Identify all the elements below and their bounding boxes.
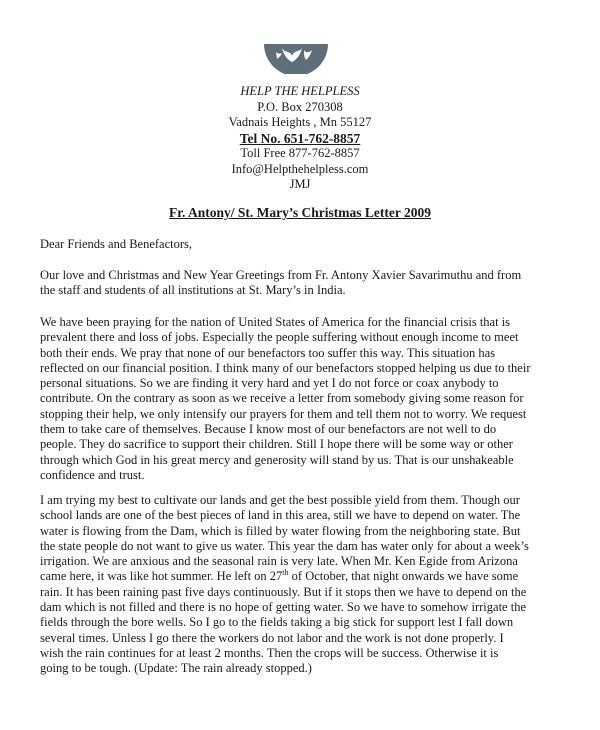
paragraph-line: going to be tough. (Update: The rain already stopped.) — [40, 661, 312, 676]
paragraph-line: Our love and Christmas and New Year Greetings from Fr. Antony Xavier Savarimuthu and from — [40, 268, 522, 282]
paragraph-line: wish the rain continues for at least 2 months. Then the crops will be success. Otherwise it is — [40, 645, 499, 660]
paragraph-prayers — [40, 315, 575, 483]
initials: JMJ — [289, 177, 311, 191]
paragraph-line: fields through the bore wells. So I go to the fields taking a big stick for support lest I fall down — [40, 615, 514, 630]
line-text: of October, that night onwards we have some — [288, 569, 519, 584]
paragraph-line: the state people do not want to give us water. This year the dam has water only for about a week’s — [40, 538, 529, 553]
paragraph-line: confidence and trust. — [40, 467, 145, 482]
paragraph-line: I am trying my best to cultivate our lands and get the best possible yield from them. Though our — [40, 493, 520, 507]
salutation: Dear Friends and Benefactors, — [40, 237, 193, 251]
city-state-zip: Vadnais Heights , Mn 55127 — [228, 115, 372, 129]
paragraph-lands — [40, 493, 575, 677]
paragraph-line: stopping their help, we only intensify our prayers for them and tell them not to worry. We request — [40, 406, 527, 421]
paragraph-line: water is flowing from the Dam, which is filled by water flowing from the neighboring state. But — [40, 523, 521, 538]
letterhead — [0, 84, 600, 193]
po-box: P.O. Box 270308 — [257, 99, 343, 114]
paragraph-line: irrigation. We are anxious and the seasonal rain is very late. When Mr. Ken Egide from Arizona — [40, 554, 518, 569]
email-address: Info@Helpthehelpless.com — [231, 161, 369, 176]
paragraph-line: reflected on our financial position. I think many of our benefactors stopped helping us due to their — [40, 360, 531, 375]
paragraph-line: rain. It has been raining past five days continuously. But if it stops then we have to depend on the — [40, 584, 527, 599]
dove-logo-icon — [262, 44, 330, 74]
letter-title: Fr. Antony/ St. Mary’s Christmas Letter 2009 — [169, 205, 431, 220]
paragraph-line: the staff and students of all institutions at St. Mary’s in India. — [40, 283, 346, 298]
paragraph-line: dam which is not filled and there is no hope of getting water. So we have to somehow irrigate the — [40, 600, 526, 615]
organization-name: HELP THE HELPLESS — [240, 84, 360, 98]
toll-free-number: Toll Free 877-762-8857 — [240, 146, 360, 160]
paragraph-line: people. They do sacrifice to support their children. Still I hope there will be some way or other — [40, 437, 513, 452]
paragraph-line: both their ends. We pray that none of our benefactors too suffer this way. This situation has — [40, 345, 496, 360]
line-text: came here, it was like hot summer. He left on 27 — [40, 569, 283, 584]
paragraph-line: We have been praying for the nation of United States of America for the financial crisis that is — [40, 315, 511, 329]
paragraph-line: prevalent there and loss of jobs. Especially the people suffering without enough income to meet — [40, 330, 519, 345]
ordinal-suffix: th — [282, 568, 289, 578]
paragraph-line: through which God in his great mercy and generosity will stand by us. That is our unshakeable — [40, 452, 514, 467]
paragraph-line-with-superscript — [40, 569, 575, 584]
paragraph-line: school lands are one of the best pieces of land in this area, still we have to depend on water. The — [40, 508, 521, 523]
paragraph-line: them to take care of themselves. Because I know most of our benefactors are not well to do — [40, 422, 497, 437]
telephone-number: Tel No. 651-762-8857 — [239, 130, 361, 146]
paragraph-greetings — [40, 268, 575, 299]
paragraph-line: several times. Unless I go there the workers do not labor and the work is not done properly. I — [40, 630, 504, 645]
paragraph-line: personal situations. So we are finding it very hard and yet I do not force or coax anybody to — [40, 376, 499, 391]
paragraph-line: contribute. On the contrary as soon as we receive a letter from somebody giving some reason for — [40, 391, 524, 406]
